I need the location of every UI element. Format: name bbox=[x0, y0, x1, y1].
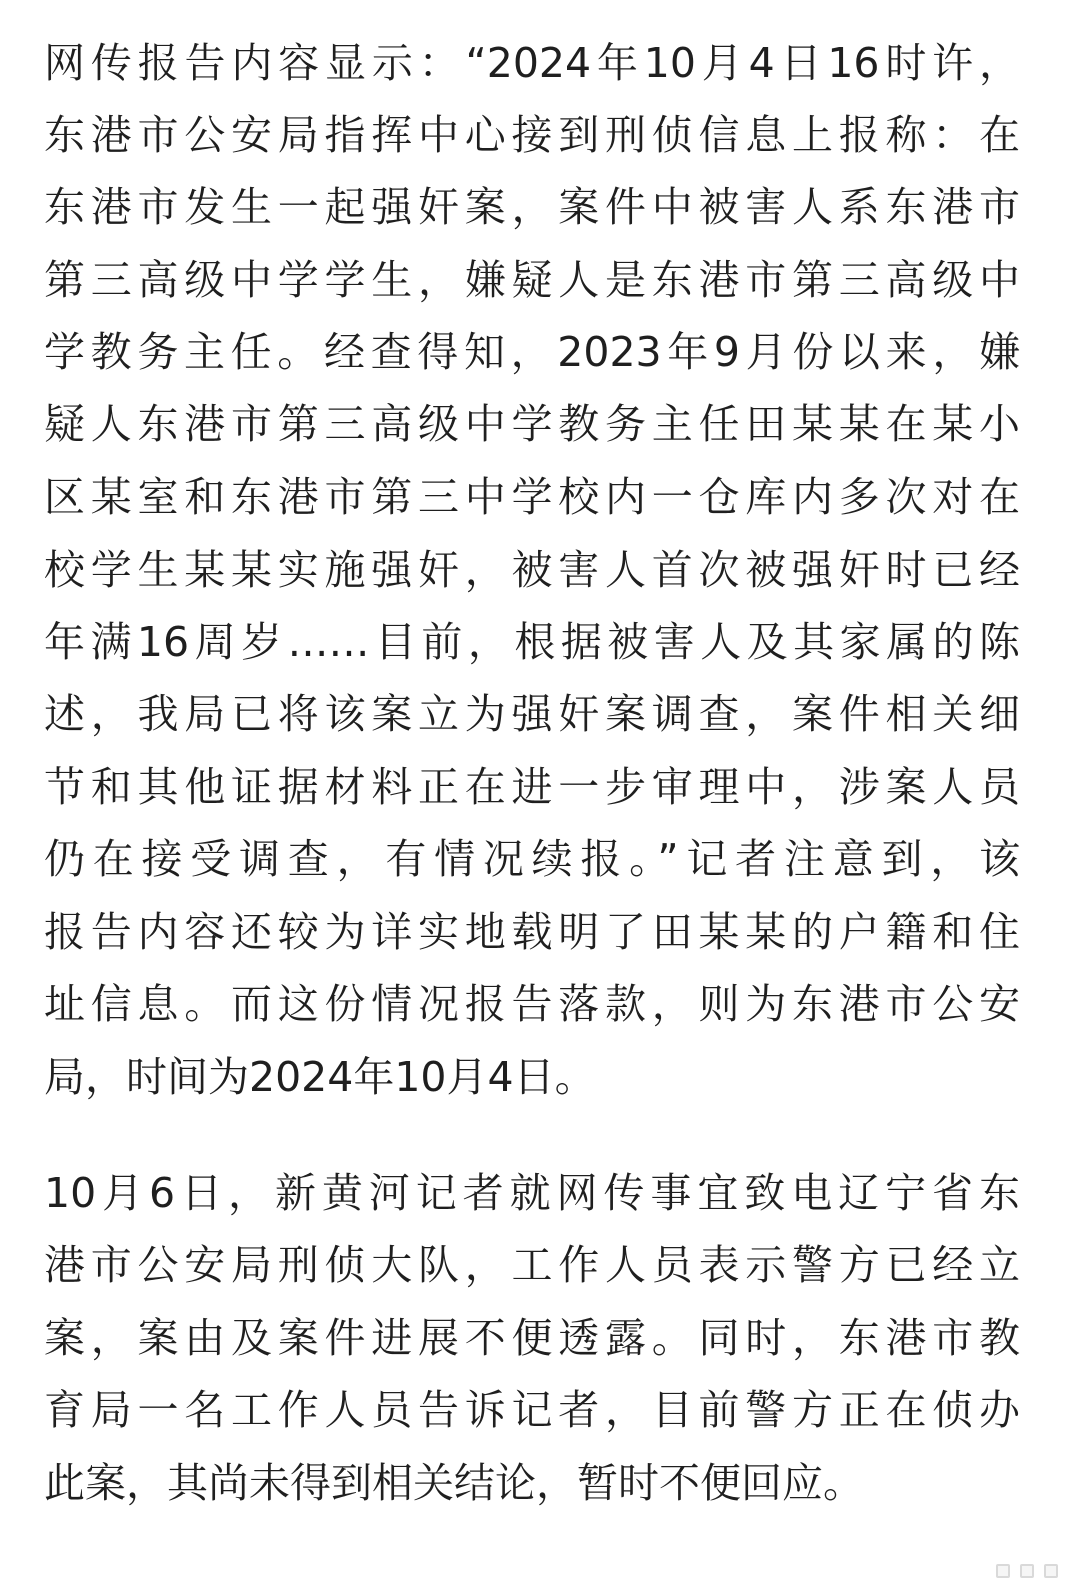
text-line: 网传报告内容显示：“2024年10月4日16时许， bbox=[44, 39, 1020, 87]
more-pages-icon bbox=[996, 1564, 1058, 1578]
more-dot-icon bbox=[1044, 1564, 1058, 1578]
text-line: 第三高级中学学生，嫌疑人是东港市第三高级中 bbox=[44, 256, 1020, 304]
more-dot-icon bbox=[1020, 1564, 1034, 1578]
text-line: 疑人东港市第三高级中学教务主任田某某在某小 bbox=[44, 400, 1020, 448]
text-line: 此案，其尚未得到相关结论，暂时不便回应。 bbox=[44, 1459, 864, 1507]
more-dot-icon bbox=[996, 1564, 1010, 1578]
text-line: 案，案由及案件进展不便透露。同时，东港市教 bbox=[44, 1314, 1020, 1362]
text-line: 港市公安局刑侦大队，工作人员表示警方已经立 bbox=[44, 1241, 1020, 1289]
text-line: 学教务主任。经查得知，2023年9月份以来，嫌 bbox=[44, 328, 1020, 376]
text-line: 址信息。而这份情况报告落款，则为东港市公安 bbox=[44, 980, 1020, 1028]
text-line: 年满16周岁……目前，根据被害人及其家属的陈 bbox=[44, 618, 1020, 666]
text-line: 东港市公安局指挥中心接到刑侦信息上报称：在 bbox=[44, 111, 1020, 159]
text-line: 育局一名工作人员告诉记者，目前警方正在侦办 bbox=[44, 1386, 1020, 1434]
text-line: 校学生某某实施强奸，被害人首次被强奸时已经 bbox=[44, 546, 1020, 594]
text-line: 仍在接受调查，有情况续报。”记者注意到，该 bbox=[44, 835, 1020, 883]
text-line: 述，我局已将该案立为强奸案调查，案件相关细 bbox=[44, 690, 1020, 738]
text-line: 报告内容还较为详实地载明了田某某的户籍和住 bbox=[44, 908, 1020, 956]
text-line: 区某室和东港市第三中学校内一仓库内多次对在 bbox=[44, 473, 1020, 521]
text-line: 10月6日，新黄河记者就网传事宜致电辽宁省东 bbox=[44, 1169, 1020, 1217]
text-line: 局，时间为2024年10月4日。 bbox=[44, 1053, 596, 1101]
text-line: 节和其他证据材料正在进一步审理中，涉案人员 bbox=[44, 763, 1020, 811]
text-line: 东港市发生一起强奸案，案件中被害人系东港市 bbox=[44, 183, 1020, 231]
